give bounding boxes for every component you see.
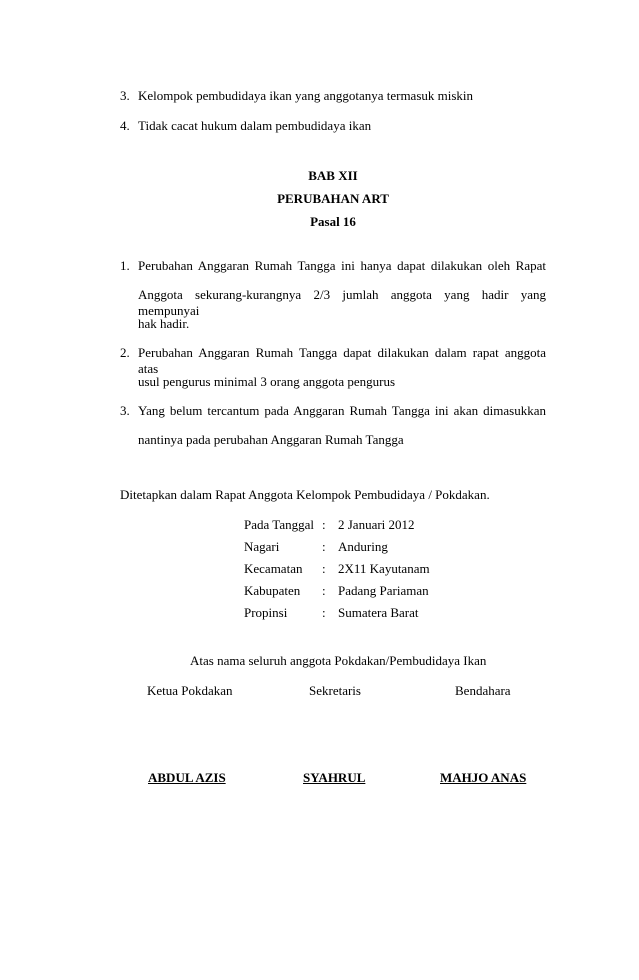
info-label: Kecamatan [244,561,303,576]
signatory-role: Bendahara [455,683,511,698]
info-value: 2X11 Kayutanam [338,561,430,576]
list-item-text: Tidak cacat hukum dalam pembudidaya ikan [138,118,372,133]
info-label: Nagari [244,539,280,554]
info-value: 2 Januari 2012 [338,517,415,532]
info-colon: : [322,517,326,532]
list-number: 3. [120,88,130,103]
list-item-line: Perubahan Anggaran Rumah Tangga dapat dilakukan dalam rapat anggota atas [138,345,546,376]
list-item-line: Yang belum tercantum pada Anggaran Rumah Tangga ini akan dimasukkan [138,403,546,418]
list-number: 1. [120,258,130,273]
info-colon: : [322,605,326,620]
chapter-title: PERUBAHAN ART [277,191,389,206]
chapter-heading: BAB XII [308,168,358,183]
list-number: 4. [120,118,130,133]
list-item-line: hak hadir. [138,316,190,331]
list-item-line: usul pengurus minimal 3 orang anggota pengurus [138,374,396,389]
info-colon: : [322,583,326,598]
signatory-role: Ketua Pokdakan [147,683,233,698]
info-label: Kabupaten [244,583,301,598]
list-number: 3. [120,403,130,418]
list-number: 2. [120,345,130,360]
info-value: Padang Pariaman [338,583,429,598]
info-colon: : [322,561,326,576]
list-item-line: Perubahan Anggaran Rumah Tangga ini hanya dapat dilakukan oleh Rapat [138,258,546,273]
info-label: Propinsi [244,605,288,620]
signatory-role: Sekretaris [309,683,361,698]
list-item-line: nantinya pada perubahan Anggaran Rumah Tangga [138,432,404,447]
list-item-text: Kelompok pembudidaya ikan yang anggotanya termasuk miskin [138,88,474,103]
info-label: Pada Tanggal [244,517,314,532]
ditetapkan-statement: Ditetapkan dalam Rapat Anggota Kelompok Pembudidaya / Pokdakan. [120,487,490,502]
info-value: Sumatera Barat [338,605,419,620]
list-item-line: Anggota sekurang-kurangnya 2/3 jumlah anggota yang hadir yang mempunyai [138,287,546,318]
info-colon: : [322,539,326,554]
on-behalf-statement: Atas nama seluruh anggota Pokdakan/Pembudidaya Ikan [190,653,487,668]
signatory-name: MAHJO ANAS [440,770,527,785]
article-heading: Pasal 16 [310,214,356,229]
info-value: Anduring [338,539,388,554]
signatory-name: SYAHRUL [303,770,366,785]
signatory-name: ABDUL AZIS [148,770,226,785]
